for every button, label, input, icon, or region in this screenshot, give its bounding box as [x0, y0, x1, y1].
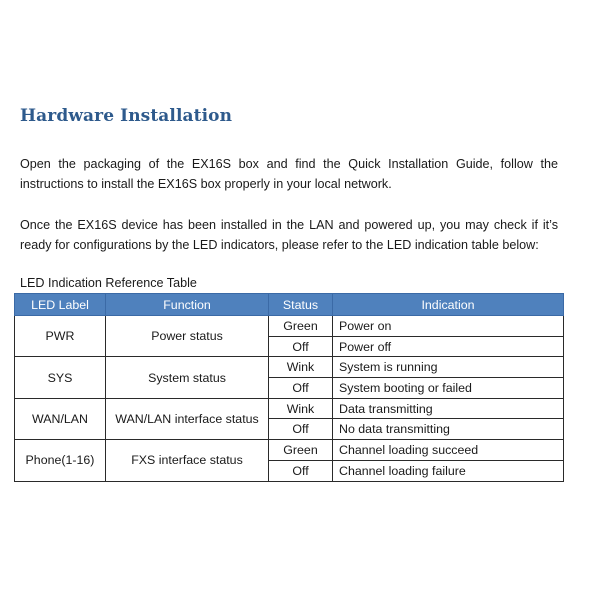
- led-label-cell: SYS: [15, 357, 106, 398]
- header-led-label: LED Label: [15, 294, 106, 316]
- indication-cell: No data transmitting: [333, 419, 564, 440]
- function-cell: WAN/LAN interface status: [106, 398, 269, 439]
- led-label-cell: PWR: [15, 316, 106, 357]
- status-cell: Green: [269, 440, 333, 461]
- indication-cell: Channel loading succeed: [333, 440, 564, 461]
- intro-paragraph: Open the packaging of the EX16S box and find the Quick Installation Guide, follow the instructions to install the EX16S box properly in your local network.: [20, 157, 558, 191]
- table-row: [15, 398, 564, 419]
- status-cell: Off: [269, 336, 333, 357]
- table-row: [15, 316, 564, 337]
- led-check-paragraph: Once the EX16S device has been installed in the LAN and powered up, you may check if it’s ready for configurations by the LED indicators, please refer to the LED indication table below:: [20, 218, 558, 252]
- indication-cell: Power on: [333, 316, 564, 337]
- status-cell: Wink: [269, 357, 333, 378]
- function-cell: FXS interface status: [106, 440, 269, 481]
- indication-cell: Power off: [333, 336, 564, 357]
- status-cell: Off: [269, 460, 333, 481]
- led-indication-table: [14, 293, 564, 482]
- page-title: Hardware Installation: [20, 106, 233, 126]
- table-row: [15, 357, 564, 378]
- header-function: Function: [106, 294, 269, 316]
- status-cell: Green: [269, 316, 333, 337]
- indication-cell: System is running: [333, 357, 564, 378]
- header-status: Status: [269, 294, 333, 316]
- status-cell: Off: [269, 419, 333, 440]
- status-cell: Off: [269, 378, 333, 399]
- indication-cell: Channel loading failure: [333, 460, 564, 481]
- led-label-cell: WAN/LAN: [15, 398, 106, 439]
- function-cell: Power status: [106, 316, 269, 357]
- indication-cell: System booting or failed: [333, 378, 564, 399]
- table-row: [15, 440, 564, 461]
- status-cell: Wink: [269, 398, 333, 419]
- header-indication: Indication: [333, 294, 564, 316]
- table-header-row: [15, 294, 564, 316]
- table-caption: LED Indication Reference Table: [20, 276, 197, 290]
- function-cell: System status: [106, 357, 269, 398]
- led-label-cell: Phone(1-16): [15, 440, 106, 481]
- indication-cell: Data transmitting: [333, 398, 564, 419]
